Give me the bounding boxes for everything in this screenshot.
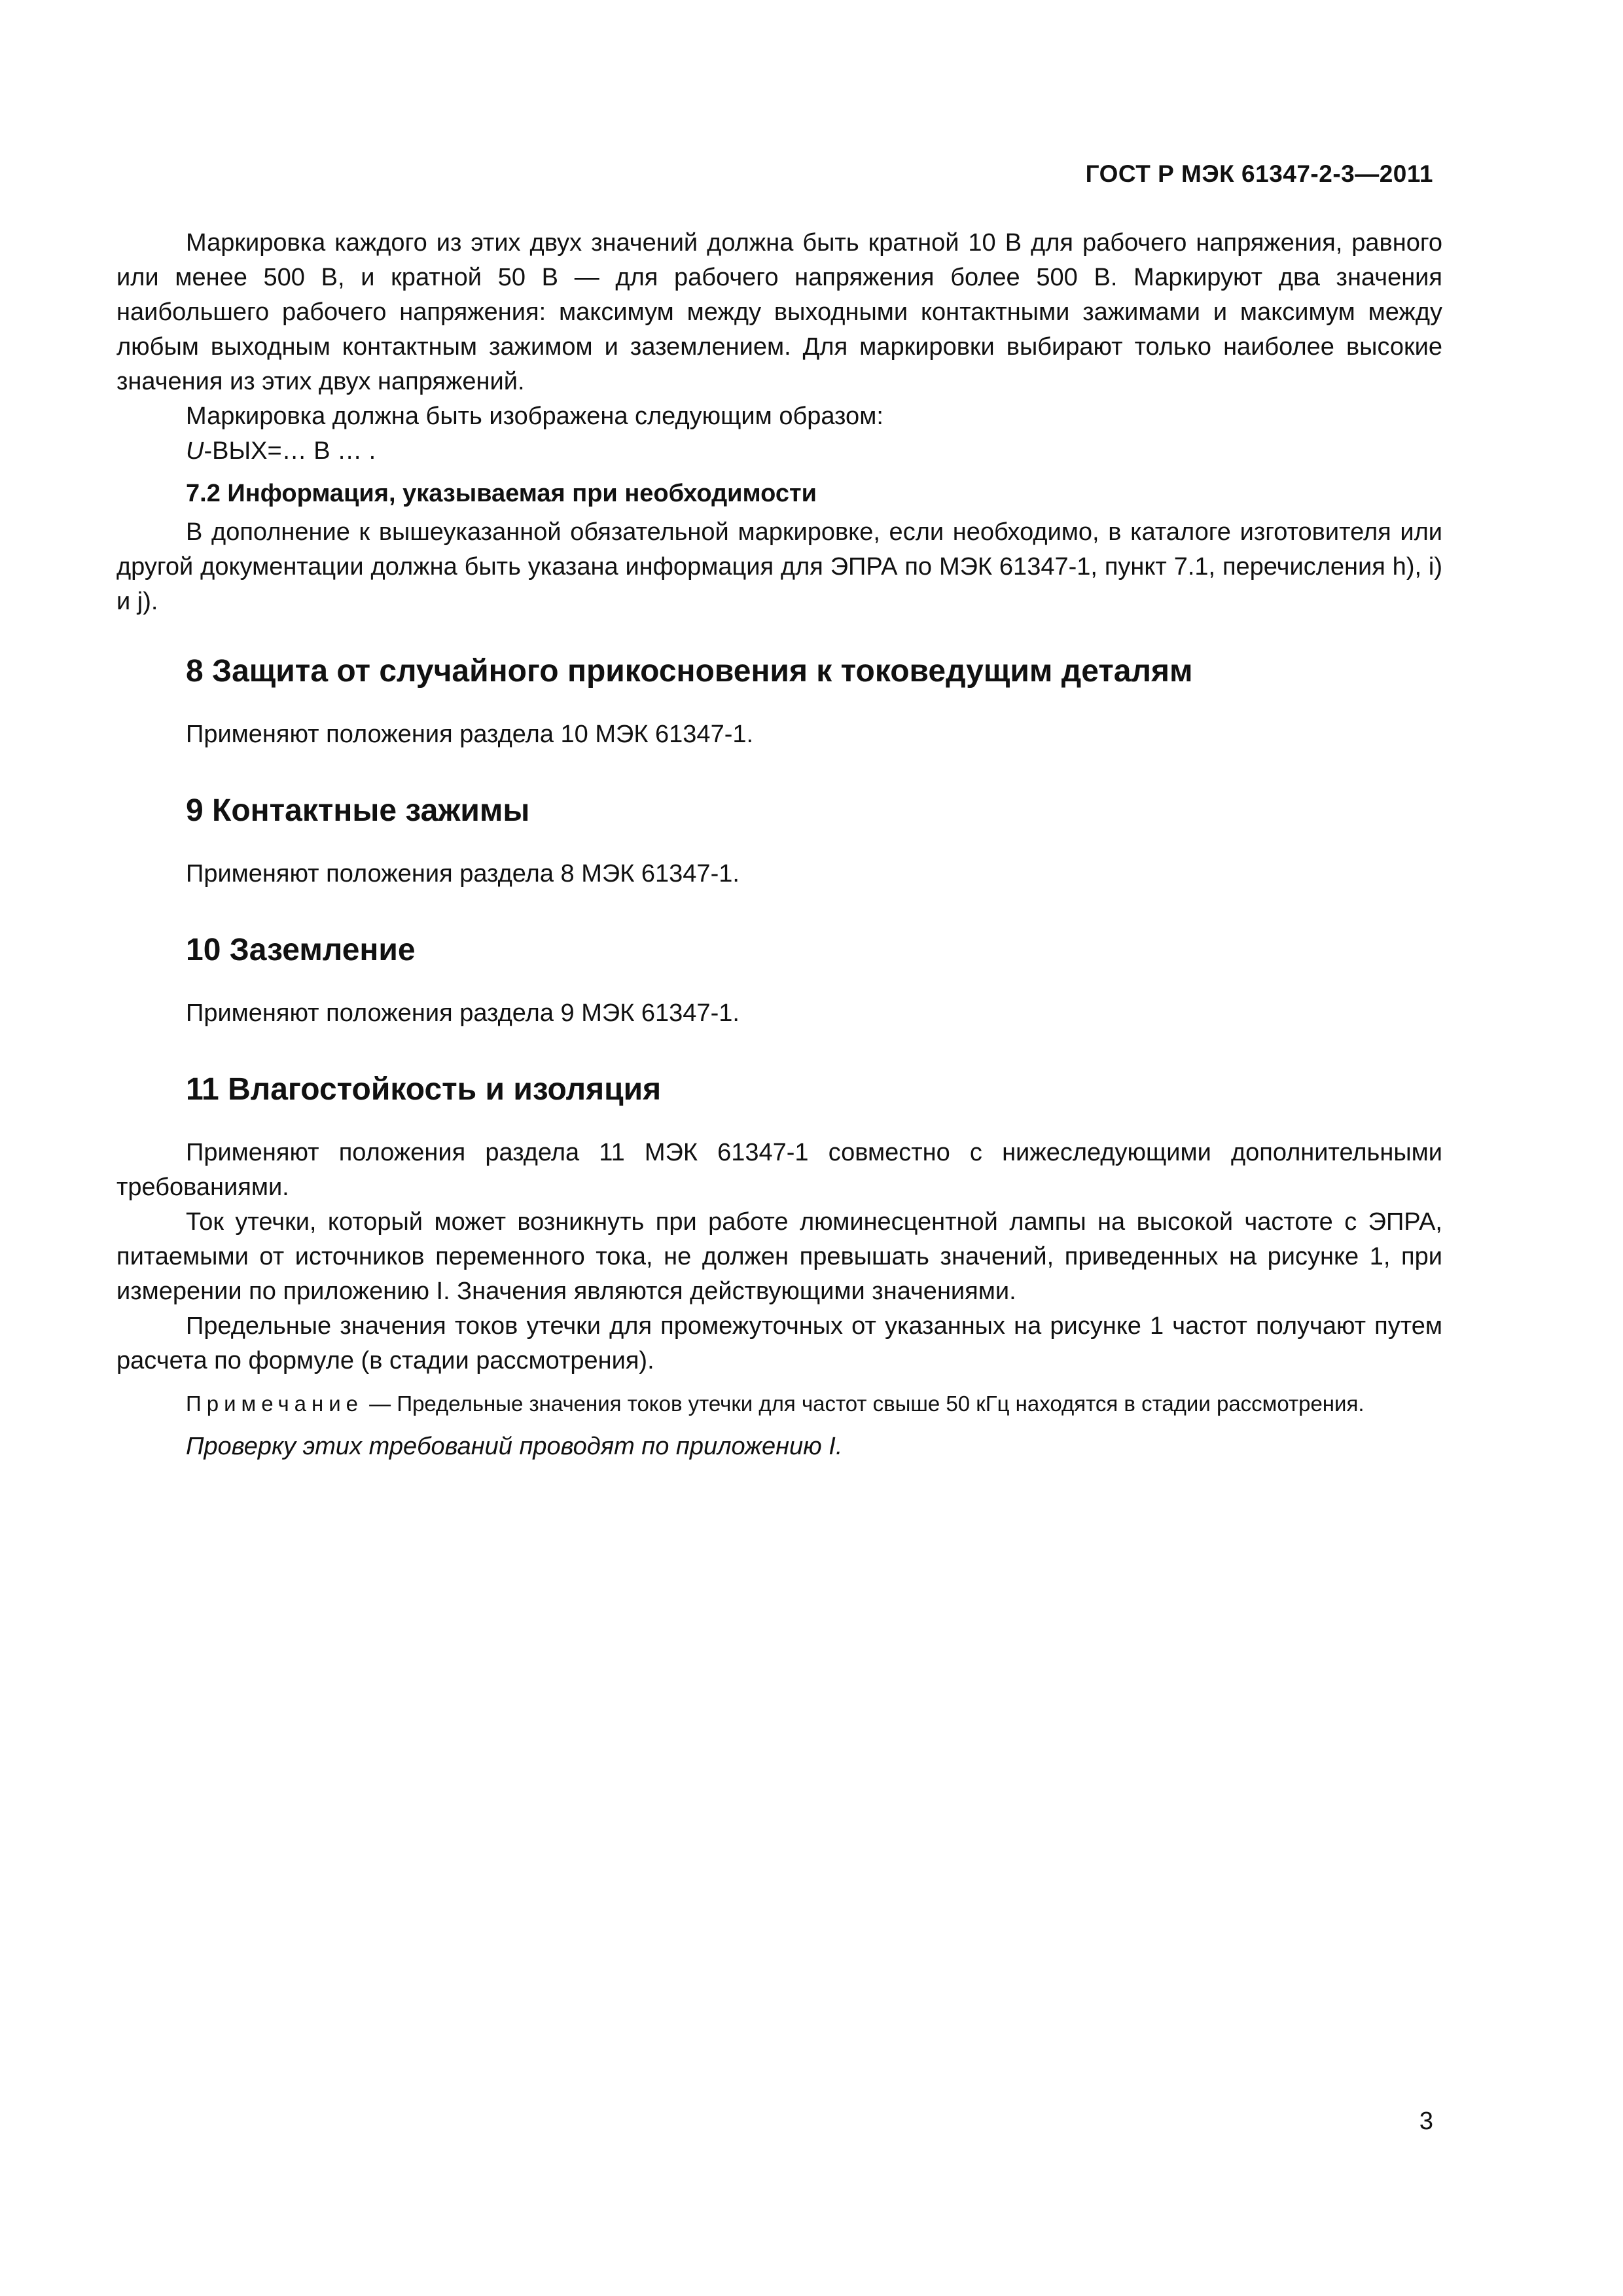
section-10-heading: 10 Заземление <box>186 933 416 967</box>
document-body <box>116 226 1442 1464</box>
paragraph-10: Применяют положения раздела 9 МЭК 61347-1. <box>186 999 740 1027</box>
note <box>116 1389 1442 1419</box>
paragraph-11-leakage-current: Ток утечки, который может возникнуть при работе люминесцентной лампы на высокой частоте с ЭПРА, питаемыми от источников переменного тока, не должен превышать значений, приведенных на рисунке 1, при измерении по приложению I. Значения являются действующими значениями. <box>116 1208 1442 1305</box>
paragraph-marking-format: Маркировка должна быть изображена следующим образом: <box>186 403 883 430</box>
marking-example-text: -ВЫХ=… В … . <box>204 437 376 465</box>
paragraph-11-limit-values: Предельные значения токов утечки для промежуточных от указанных на рисунке 1 частот получают путем расчета по формуле (в стадии рассмотрения). <box>116 1312 1442 1374</box>
paragraph-7-2: В дополнение к вышеуказанной обязательной маркировке, если необходимо, в каталоге изготовителя или другой документации должна быть указана информация для ЭПРА по МЭК 61347-1, пункт 7.1, перечисления h), i) и j). <box>116 518 1442 615</box>
document-id-header: ГОСТ Р МЭК 61347-2-3—2011 <box>1085 160 1433 187</box>
page-number: 3 <box>1419 2108 1433 2135</box>
note-label: Примечание <box>186 1391 364 1416</box>
paragraph-marking-values: Маркировка каждого из этих двух значений должна быть кратной 10 В для рабочего напряжения, равного или менее 500 В, и кратной 50 В — для рабочего напряжения более 500 В. Маркируют два значения наибольшего рабочего напряжения: максимум между выходными контактными зажимами и максимум между любым выходным контактным зажимом и заземлением. Для маркировки выбирают только наиболее высокие значения из этих двух напряжений. <box>116 229 1442 395</box>
paragraph-8: Применяют положения раздела 10 МЭК 61347-1. <box>186 721 754 748</box>
section-11-heading: 11 Влагостойкость и изоляция <box>186 1072 662 1107</box>
verification-statement: Проверку этих требований проводят по приложению I. <box>186 1433 843 1460</box>
section-8-heading: 8 Защита от случайного прикосновения к токоведущим деталям <box>186 654 1193 689</box>
section-9-heading: 9 Контактные зажимы <box>186 793 530 828</box>
paragraph-11-requirements: Применяют положения раздела 11 МЭК 61347-1 совместно с нижеследующими дополнительными требованиями. <box>116 1139 1442 1201</box>
paragraph-9: Применяют положения раздела 8 МЭК 61347-1. <box>186 860 740 888</box>
note-text: — Предельные значения токов утечки для частот свыше 50 кГц находятся в стадии рассмотрения. <box>363 1391 1364 1416</box>
section-7-2-heading: 7.2 Информация, указываемая при необходимости <box>186 480 817 507</box>
marking-example <box>116 434 1442 469</box>
marking-example-symbol: U <box>186 437 204 465</box>
